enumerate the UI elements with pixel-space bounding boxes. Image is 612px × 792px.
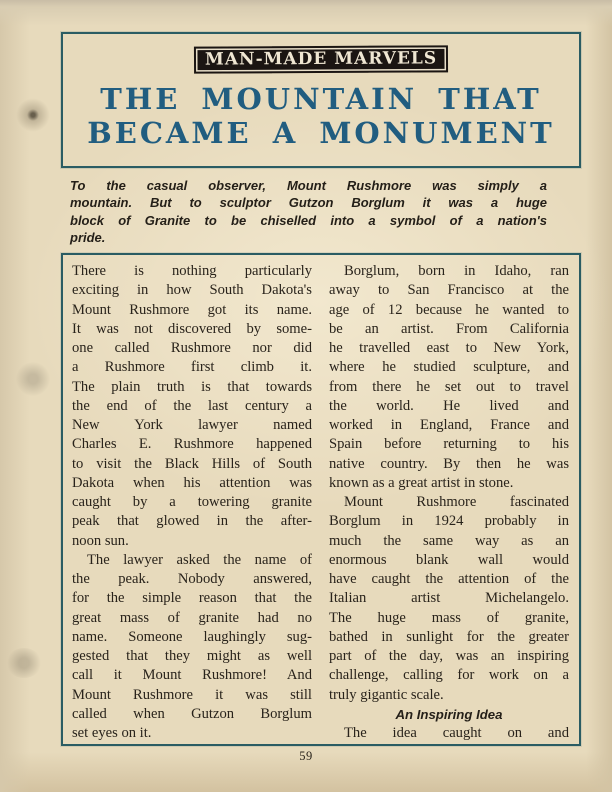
intro-line: pride.: [70, 229, 106, 245]
body-line: bathed in sunlight for the greater: [329, 628, 569, 645]
body-line: Dakota when his attention was: [72, 474, 312, 491]
series-kicker-label: MAN-MADE MARVELS: [204, 48, 438, 70]
body-line: worked in England, France and: [329, 417, 569, 433]
body-line: he travelled east to New York,: [329, 340, 569, 356]
intro-paragraph: [70, 177, 547, 246]
body-line: the end of the last century a: [72, 397, 312, 414]
body-line: Mount Rushmore it was still: [72, 686, 312, 703]
intro-line: mountain. But to sculptor Gutzon Borglum it was a huge: [70, 195, 547, 211]
paper-blemish: [16, 362, 50, 396]
body-line: The lawyer asked the name of: [87, 551, 312, 568]
right-column: [329, 262, 569, 744]
body-line: Spain before returning to his: [329, 436, 569, 453]
body-line: The huge mass of granite,: [329, 609, 569, 626]
body-line: Charles E. Rushmore happened: [72, 436, 312, 453]
body-line: It was not discovered by some-: [72, 320, 312, 337]
body-line: called when Gutzon Borglum: [72, 705, 312, 722]
body-line: The plain truth is that towards: [72, 378, 312, 395]
body-line: caught by a towering granite: [72, 494, 312, 510]
body-line: enormous blank wall would: [329, 551, 569, 568]
body-line: a Rushmore first climb it.: [72, 359, 312, 376]
body-line: There is nothing particularly: [72, 263, 312, 279]
body-line: truly gigantic scale.: [329, 686, 444, 703]
body-line: Borglum in 1924 probably in: [329, 513, 569, 530]
paper-blemish: [6, 648, 42, 678]
body-line: much the same way as an: [329, 532, 569, 549]
body-line: set eyes on it.: [72, 725, 152, 741]
body-line: native country. By then he was: [329, 455, 569, 472]
article-title: [63, 82, 579, 150]
paper-blemish: [16, 98, 50, 132]
body-line: one called Rushmore nor did: [72, 340, 312, 356]
body-line: peak that glowed in the after-: [72, 513, 312, 530]
article-body-box: [61, 253, 581, 746]
series-kicker-banner: [194, 45, 448, 73]
body-line: where he studied sculpture, and: [329, 359, 569, 376]
body-line: The idea caught on and: [344, 725, 569, 741]
body-line: gested that they might as well: [72, 648, 312, 664]
article-title-line-1: THE MOUNTAIN THAT: [100, 82, 542, 116]
body-line: great mass of granite had no: [72, 609, 312, 626]
body-line: noon sun.: [72, 532, 129, 549]
body-line: to visit the Black Hills of South: [72, 455, 312, 472]
left-column: [72, 262, 312, 744]
body-line: part of the day, was an inspiring: [329, 648, 569, 664]
body-line: age of 12 because he wanted to: [329, 301, 569, 318]
article-title-line-2: BECAME A MONUMENT: [87, 116, 555, 150]
body-line: Mount Rushmore fascinated: [344, 494, 569, 510]
body-line: call it Mount Rushmore! And: [72, 667, 312, 684]
body-line: known as a great artist in stone.: [329, 474, 514, 491]
body-line: be an artist. From California: [329, 320, 569, 337]
body-line: from there he set out to travel: [329, 378, 569, 395]
body-line: for the simple reason that the: [72, 590, 312, 607]
body-line: name. Someone laughingly sug-: [72, 628, 312, 645]
body-line: exciting in how South Dakota's: [72, 282, 312, 299]
article-header-box: [61, 32, 581, 168]
body-line: the peak. Nobody answered,: [72, 571, 312, 587]
body-line: away to San Francisco at the: [329, 282, 569, 299]
intro-line: block of Granite to be chiselled into a symbol of a nation's: [70, 212, 547, 228]
body-line: Italian artist Michelangelo.: [329, 590, 569, 607]
intro-line: To the casual observer, Mount Rushmore was simply a: [70, 178, 547, 193]
section-subheading: An Inspiring Idea: [395, 706, 503, 722]
page-number: 59: [299, 749, 313, 763]
body-line: New York lawyer named: [72, 417, 312, 433]
body-line: Mount Rushmore got its name.: [72, 301, 312, 318]
body-line: the world. He lived and: [329, 397, 569, 414]
body-line: Borglum, born in Idaho, ran: [344, 263, 569, 279]
body-line: challenge, calling for work on a: [329, 667, 569, 684]
body-line: have caught the attention of the: [329, 571, 569, 587]
